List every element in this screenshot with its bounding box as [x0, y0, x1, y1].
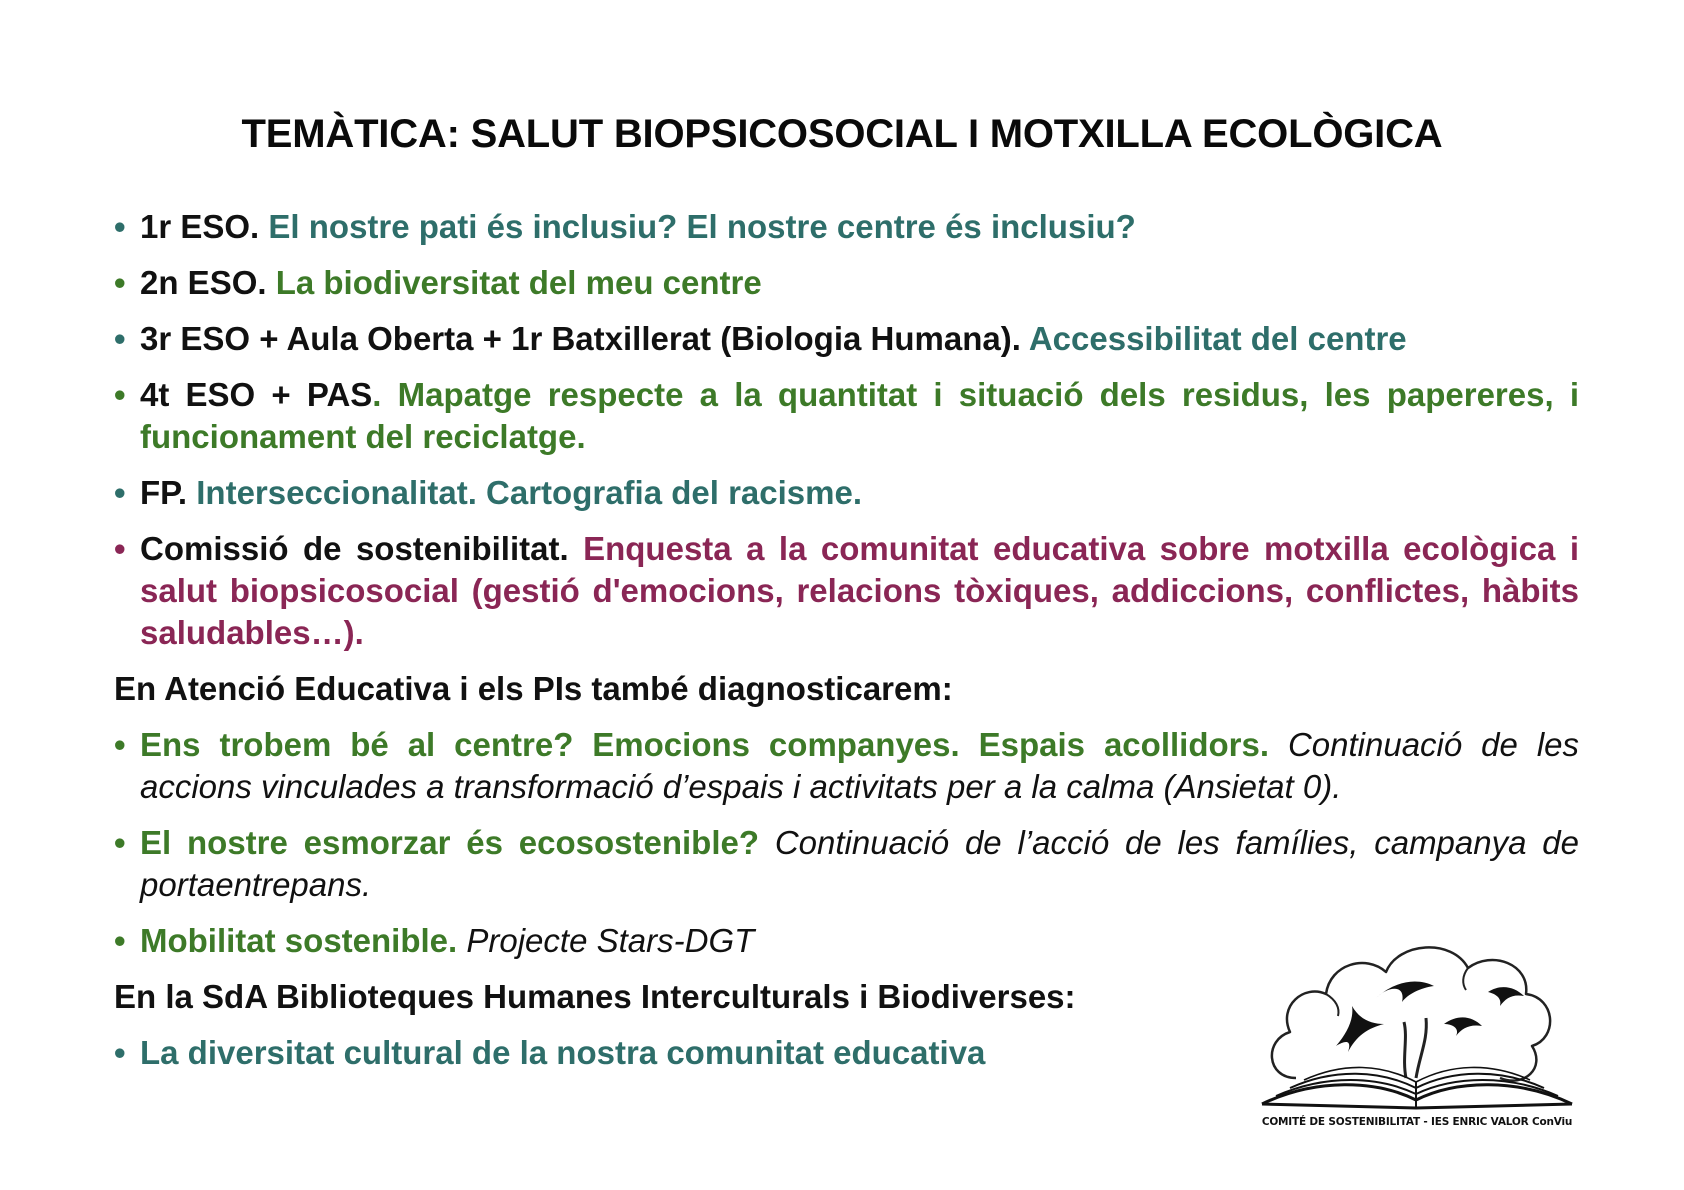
bullet-dot: •: [114, 726, 126, 763]
list-item-comissio: [114, 528, 1579, 654]
page-title: TEMÀTICA: SALUT BIOPSICOSOCIAL I MOTXILLA ECOLÒGICA: [241, 112, 1443, 156]
item-label: Mobilitat sostenible.: [140, 922, 458, 959]
atencio-heading: En Atenció Educativa i els PIs també diagnosticarem:: [114, 670, 953, 707]
bullet-dot: •: [114, 208, 126, 245]
item-label: Ens trobem bé al centre? Emocions companyes. Espais acollidors.: [140, 726, 1270, 763]
item-text: El nostre pati és inclusiu? El nostre centre és inclusiu?: [259, 208, 1136, 245]
list-item-esmorzar: [114, 822, 1579, 906]
list-item-fp: [114, 472, 1579, 514]
item-text: Enquesta a la comunitat educativa sobre motxilla ecològica i salut biopsicosocial (gestió d'emocions, relacions tòxiques, addiccions, conflictes, hàbits saludables…).: [140, 530, 1579, 651]
item-text: Interseccionalitat. Cartografia del racisme.: [187, 474, 863, 511]
list-item-1r-eso: [114, 206, 1579, 248]
sda-heading: En la SdA Biblioteques Humanes Interculturals i Biodiverses:: [114, 978, 1076, 1015]
item-label: 3r ESO + Aula Oberta + 1r Batxillerat (Biologia Humana).: [140, 320, 1021, 357]
bullet-dot: •: [114, 922, 126, 959]
item-label: 4t ESO + PAS: [140, 376, 373, 413]
bullet-dot: •: [114, 824, 126, 861]
bullet-dot: •: [114, 1034, 126, 1071]
bullet-dot: •: [114, 376, 126, 413]
item-label: 2n ESO.: [140, 264, 267, 301]
item-label: El nostre esmorzar és ecosostenible?: [140, 824, 760, 861]
bullet-dot: •: [114, 530, 126, 567]
item-text: Continuació de les accions vinculades a transformació d’espais i activitats per a la calma (Ansietat 0).: [140, 726, 1580, 805]
logo-caption: COMITÉ DE SOSTENIBILITAT - IES ENRIC VALOR ConViu: [1261, 1116, 1573, 1128]
cloud-book-birds-icon: [1256, 928, 1578, 1118]
bullet-dot: •: [114, 474, 126, 511]
bullet-dot: •: [114, 264, 126, 301]
item-label: 1r ESO.: [140, 208, 260, 245]
item-label: La diversitat cultural de la nostra comunitat educativa: [140, 1034, 986, 1071]
list-item-4t-eso: [114, 374, 1579, 458]
item-text: Continuació de l’acció de les famílies, campanya de portaentrepans.: [140, 824, 1579, 903]
list-item-ens-trobem: [114, 724, 1579, 808]
bullet-dot: •: [114, 320, 126, 357]
item-text: . Mapatge respecte a la quantitat i situació dels residus, les papereres, i funcionament del reciclatge.: [140, 376, 1580, 455]
item-text: Projecte Stars-DGT: [457, 922, 755, 959]
item-label: Comissió de sostenibilitat.: [140, 530, 569, 567]
item-text: Accessibilitat del centre: [1020, 320, 1407, 357]
item-text: La biodiversitat del meu centre: [266, 264, 762, 301]
list-item-3r-eso: [114, 318, 1579, 360]
committee-logo: [1256, 928, 1578, 1138]
list-item-2n-eso: [114, 262, 1579, 304]
item-label: FP.: [140, 474, 188, 511]
